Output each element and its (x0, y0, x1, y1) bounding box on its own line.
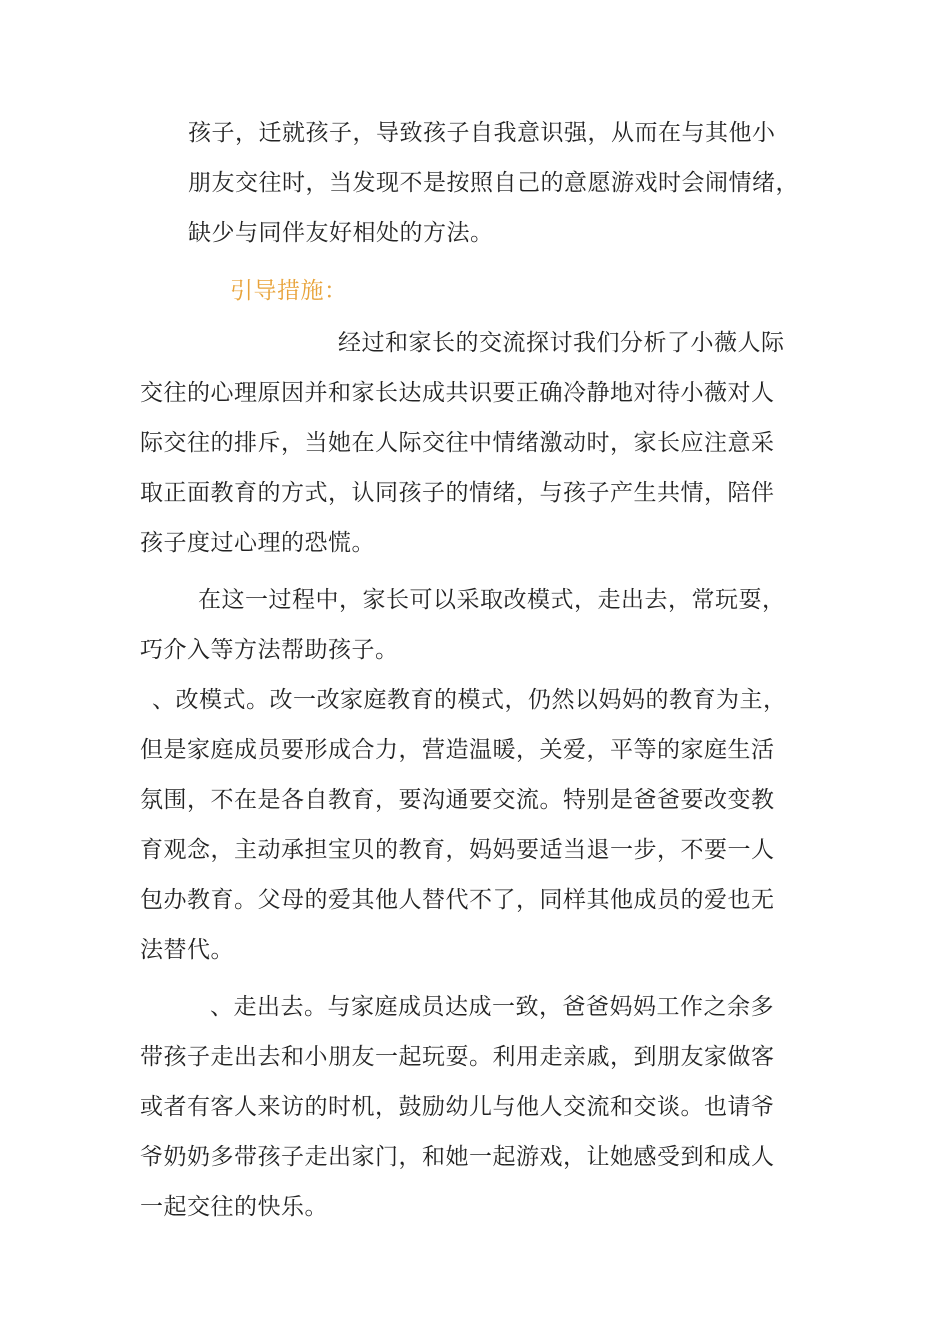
paragraph-line: 育观念，主动承担宝贝的教育，妈妈要适当退一步，不要一人 (140, 837, 775, 863)
paragraph-line: 一起交往的快乐。 (140, 1194, 328, 1220)
paragraph-line: 、改模式。改一改家庭教育的模式，仍然以妈妈的教育为主， (152, 687, 787, 713)
paragraph-line: 但是家庭成员要形成合力，营造温暖，关爱，平等的家庭生活 (140, 737, 775, 763)
paragraph-line: 经过和家长的交流探讨我们分析了小薇人际 (338, 330, 785, 356)
paragraph-line: 孩子度过心理的恐慌。 (140, 530, 375, 556)
paragraph-line: 包办教育。父母的爱其他人替代不了，同样其他成员的爱也无 (140, 887, 775, 913)
paragraph-line: 爷奶奶多带孩子走出家门，和她一起游戏，让她感受到和成人 (140, 1144, 775, 1170)
paragraph-line: 或者有客人来访的时机，鼓励幼儿与他人交流和交谈。也请爷 (140, 1094, 775, 1120)
paragraph-line: 际交往的排斥，当她在人际交往中情绪激动时，家长应注意采 (140, 430, 775, 456)
paragraph-line: 在这一过程中，家长可以采取改模式，走出去，常玩耍， (198, 587, 786, 613)
paragraph-line: 交往的心理原因并和家长达成共识要正确冷静地对待小薇对人 (140, 380, 775, 406)
paragraph-line: 、走出去。与家庭成员达成一致，爸爸妈妈工作之余多 (210, 994, 774, 1020)
paragraph-line: 缺少与同伴友好相处的方法。 (188, 220, 494, 246)
paragraph-line: 带孩子走出去和小朋友一起玩耍。利用走亲戚，到朋友家做客 (140, 1044, 775, 1070)
section-heading: 引导措施： (230, 278, 348, 304)
paragraph-line: 朋友交往时，当发现不是按照自己的意愿游戏时会闹情绪， (188, 170, 799, 196)
paragraph-line: 孩子，迁就孩子，导致孩子自我意识强，从而在与其他小 (188, 120, 776, 146)
paragraph-line: 法替代。 (140, 937, 234, 963)
paragraph-line: 氛围，不在是各自教育，要沟通要交流。特别是爸爸要改变教 (140, 787, 775, 813)
paragraph-line: 取正面教育的方式，认同孩子的情绪，与孩子产生共情，陪伴 (140, 480, 775, 506)
paragraph-line: 巧介入等方法帮助孩子。 (140, 637, 399, 663)
